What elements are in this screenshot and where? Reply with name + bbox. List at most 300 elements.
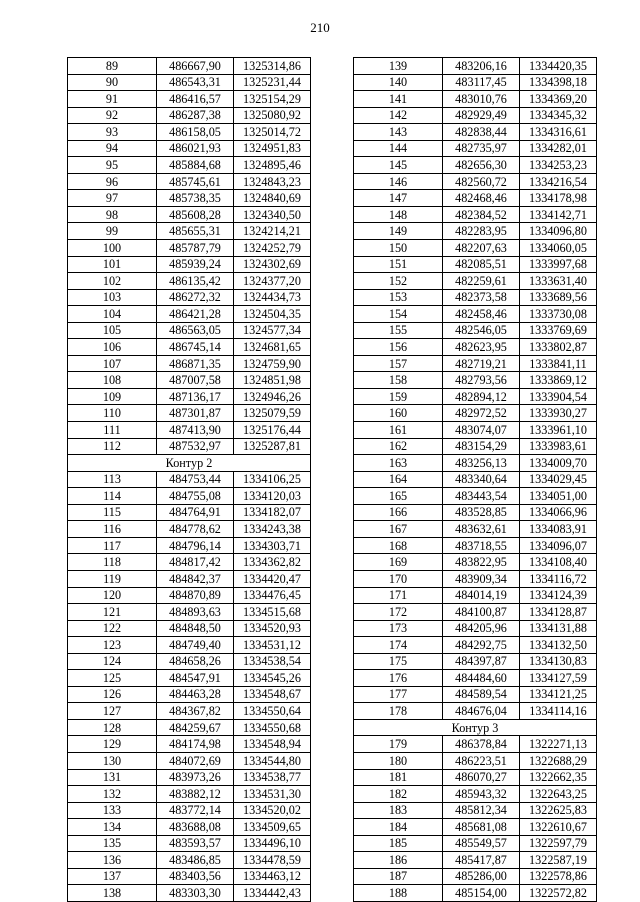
x-coordinate-cell: 482719,21 xyxy=(443,355,520,372)
point-number-cell: 156 xyxy=(354,339,443,356)
y-coordinate-cell: 1322597,79 xyxy=(520,835,597,852)
table-row xyxy=(68,107,311,124)
table-row xyxy=(68,819,311,836)
table-row xyxy=(68,670,311,687)
x-coordinate-cell: 484072,69 xyxy=(157,752,234,769)
table-row xyxy=(68,74,311,91)
y-coordinate-cell: 1322688,29 xyxy=(520,752,597,769)
y-coordinate-cell: 1324840,69 xyxy=(234,190,311,207)
point-number-cell: 95 xyxy=(68,157,157,174)
x-coordinate-cell: 484292,75 xyxy=(443,637,520,654)
page-number: 210 xyxy=(310,20,330,35)
point-number-cell: 181 xyxy=(354,769,443,786)
y-coordinate-cell: 1322572,82 xyxy=(520,885,597,902)
x-coordinate-cell: 483909,34 xyxy=(443,570,520,587)
point-number-cell: 184 xyxy=(354,819,443,836)
table-row xyxy=(68,587,311,604)
y-coordinate-cell: 1324302,69 xyxy=(234,256,311,273)
x-coordinate-cell: 484484,60 xyxy=(443,670,520,687)
x-coordinate-cell: 484658,26 xyxy=(157,653,234,670)
y-coordinate-cell: 1334538,54 xyxy=(234,653,311,670)
x-coordinate-cell: 482972,52 xyxy=(443,405,520,422)
table-row xyxy=(68,488,311,505)
point-number-cell: 108 xyxy=(68,372,157,389)
table-row xyxy=(354,752,597,769)
point-number-cell: 91 xyxy=(68,91,157,108)
point-number-cell: 125 xyxy=(68,670,157,687)
y-coordinate-cell: 1333802,87 xyxy=(520,339,597,356)
x-coordinate-cell: 483117,45 xyxy=(443,74,520,91)
contour-header-row xyxy=(354,719,597,736)
table-row xyxy=(68,422,311,439)
x-coordinate-cell: 484463,28 xyxy=(157,686,234,703)
y-coordinate-cell: 1334114,16 xyxy=(520,703,597,720)
x-coordinate-cell: 483303,30 xyxy=(157,885,234,902)
x-coordinate-cell: 484749,40 xyxy=(157,637,234,654)
x-coordinate-cell: 483074,07 xyxy=(443,422,520,439)
y-coordinate-cell: 1334496,10 xyxy=(234,835,311,852)
x-coordinate-cell: 483593,57 xyxy=(157,835,234,852)
point-number-cell: 171 xyxy=(354,587,443,604)
point-number-cell: 116 xyxy=(68,521,157,538)
table-row xyxy=(354,686,597,703)
table-row xyxy=(354,438,597,455)
y-coordinate-cell: 1334548,67 xyxy=(234,686,311,703)
x-coordinate-cell: 484817,42 xyxy=(157,554,234,571)
y-coordinate-cell: 1334132,50 xyxy=(520,637,597,654)
table-row xyxy=(68,157,311,174)
table-row xyxy=(68,306,311,323)
point-number-cell: 179 xyxy=(354,736,443,753)
y-coordinate-cell: 1333904,54 xyxy=(520,388,597,405)
point-number-cell: 122 xyxy=(68,620,157,637)
point-number-cell: 97 xyxy=(68,190,157,207)
y-coordinate-cell: 1333983,61 xyxy=(520,438,597,455)
point-number-cell: 118 xyxy=(68,554,157,571)
point-number-cell: 183 xyxy=(354,802,443,819)
x-coordinate-cell: 483528,85 xyxy=(443,504,520,521)
table-row xyxy=(354,322,597,339)
table-row xyxy=(68,173,311,190)
table-row xyxy=(68,140,311,157)
point-number-cell: 160 xyxy=(354,405,443,422)
y-coordinate-cell: 1322578,86 xyxy=(520,868,597,885)
point-number-cell: 182 xyxy=(354,786,443,803)
y-coordinate-cell: 1334120,03 xyxy=(234,488,311,505)
table-row xyxy=(68,637,311,654)
point-number-cell: 148 xyxy=(354,206,443,223)
y-coordinate-cell: 1334362,82 xyxy=(234,554,311,571)
point-number-cell: 157 xyxy=(354,355,443,372)
x-coordinate-cell: 484014,19 xyxy=(443,587,520,604)
table-row xyxy=(68,322,311,339)
y-coordinate-cell: 1333961,10 xyxy=(520,422,597,439)
point-number-cell: 138 xyxy=(68,885,157,902)
table-row xyxy=(68,752,311,769)
table-row xyxy=(68,802,311,819)
point-number-cell: 90 xyxy=(68,74,157,91)
point-number-cell: 127 xyxy=(68,703,157,720)
x-coordinate-cell: 482656,30 xyxy=(443,157,520,174)
point-number-cell: 180 xyxy=(354,752,443,769)
y-coordinate-cell: 1322625,83 xyxy=(520,802,597,819)
point-number-cell: 159 xyxy=(354,388,443,405)
y-coordinate-cell: 1325314,86 xyxy=(234,58,311,75)
contour-label: Контур 2 xyxy=(68,455,311,472)
x-coordinate-cell: 487136,17 xyxy=(157,388,234,405)
point-number-cell: 137 xyxy=(68,868,157,885)
x-coordinate-cell: 484100,87 xyxy=(443,604,520,621)
point-number-cell: 92 xyxy=(68,107,157,124)
y-coordinate-cell: 1334476,45 xyxy=(234,587,311,604)
y-coordinate-cell: 1324951,83 xyxy=(234,140,311,157)
point-number-cell: 112 xyxy=(68,438,157,455)
point-number-cell: 169 xyxy=(354,554,443,571)
x-coordinate-cell: 487301,87 xyxy=(157,405,234,422)
y-coordinate-cell: 1325287,81 xyxy=(234,438,311,455)
x-coordinate-cell: 483882,12 xyxy=(157,786,234,803)
y-coordinate-cell: 1334544,80 xyxy=(234,752,311,769)
x-coordinate-cell: 483718,55 xyxy=(443,537,520,554)
point-number-cell: 113 xyxy=(68,471,157,488)
point-number-cell: 93 xyxy=(68,124,157,141)
x-coordinate-cell: 484893,63 xyxy=(157,604,234,621)
point-number-cell: 173 xyxy=(354,620,443,637)
y-coordinate-cell: 1334538,77 xyxy=(234,769,311,786)
table-row xyxy=(354,471,597,488)
point-number-cell: 130 xyxy=(68,752,157,769)
point-number-cell: 145 xyxy=(354,157,443,174)
x-coordinate-cell: 482560,72 xyxy=(443,173,520,190)
point-number-cell: 147 xyxy=(354,190,443,207)
x-coordinate-cell: 483772,14 xyxy=(157,802,234,819)
x-coordinate-cell: 484870,89 xyxy=(157,587,234,604)
x-coordinate-cell: 483632,61 xyxy=(443,521,520,538)
x-coordinate-cell: 485939,24 xyxy=(157,256,234,273)
point-number-cell: 175 xyxy=(354,653,443,670)
table-row xyxy=(354,537,597,554)
table-row xyxy=(354,289,597,306)
table-row xyxy=(68,372,311,389)
table-row xyxy=(68,58,311,75)
x-coordinate-cell: 485943,32 xyxy=(443,786,520,803)
x-coordinate-cell: 486223,51 xyxy=(443,752,520,769)
table-row xyxy=(354,885,597,902)
point-number-cell: 144 xyxy=(354,140,443,157)
y-coordinate-cell: 1333930,27 xyxy=(520,405,597,422)
table-row xyxy=(68,124,311,141)
table-row xyxy=(354,802,597,819)
y-coordinate-cell: 1334051,00 xyxy=(520,488,597,505)
y-coordinate-cell: 1334127,59 xyxy=(520,670,597,687)
point-number-cell: 136 xyxy=(68,852,157,869)
y-coordinate-cell: 1322587,19 xyxy=(520,852,597,869)
x-coordinate-cell: 484848,50 xyxy=(157,620,234,637)
point-number-cell: 158 xyxy=(354,372,443,389)
x-coordinate-cell: 484589,54 xyxy=(443,686,520,703)
point-number-cell: 115 xyxy=(68,504,157,521)
x-coordinate-cell: 486287,38 xyxy=(157,107,234,124)
table-row xyxy=(354,637,597,654)
table-row xyxy=(68,620,311,637)
y-coordinate-cell: 1334420,35 xyxy=(520,58,597,75)
y-coordinate-cell: 1334520,93 xyxy=(234,620,311,637)
point-number-cell: 111 xyxy=(68,422,157,439)
x-coordinate-cell: 484397,87 xyxy=(443,653,520,670)
point-number-cell: 103 xyxy=(68,289,157,306)
y-coordinate-cell: 1322610,67 xyxy=(520,819,597,836)
y-coordinate-cell: 1334478,59 xyxy=(234,852,311,869)
table-row xyxy=(68,339,311,356)
y-coordinate-cell: 1334548,94 xyxy=(234,736,311,753)
x-coordinate-cell: 483443,54 xyxy=(443,488,520,505)
point-number-cell: 106 xyxy=(68,339,157,356)
table-row xyxy=(354,74,597,91)
table-row xyxy=(68,604,311,621)
x-coordinate-cell: 482458,46 xyxy=(443,306,520,323)
point-number-cell: 143 xyxy=(354,124,443,141)
table-row xyxy=(354,240,597,257)
x-coordinate-cell: 486871,35 xyxy=(157,355,234,372)
x-coordinate-cell: 484753,44 xyxy=(157,471,234,488)
table-row xyxy=(68,438,311,455)
table-row xyxy=(68,570,311,587)
point-number-cell: 102 xyxy=(68,273,157,290)
point-number-cell: 126 xyxy=(68,686,157,703)
coordinates-table-left xyxy=(67,57,311,902)
x-coordinate-cell: 486421,28 xyxy=(157,306,234,323)
point-number-cell: 119 xyxy=(68,570,157,587)
point-number-cell: 114 xyxy=(68,488,157,505)
x-coordinate-cell: 484259,67 xyxy=(157,719,234,736)
y-coordinate-cell: 1325154,29 xyxy=(234,91,311,108)
y-coordinate-cell: 1324895,46 xyxy=(234,157,311,174)
x-coordinate-cell: 486021,93 xyxy=(157,140,234,157)
table-row xyxy=(354,124,597,141)
point-number-cell: 155 xyxy=(354,322,443,339)
point-number-cell: 132 xyxy=(68,786,157,803)
table-row xyxy=(354,521,597,538)
table-row xyxy=(354,107,597,124)
x-coordinate-cell: 486272,32 xyxy=(157,289,234,306)
table-row xyxy=(354,604,597,621)
y-coordinate-cell: 1324946,26 xyxy=(234,388,311,405)
table-row xyxy=(354,868,597,885)
point-number-cell: 101 xyxy=(68,256,157,273)
y-coordinate-cell: 1324377,20 xyxy=(234,273,311,290)
x-coordinate-cell: 482929,49 xyxy=(443,107,520,124)
x-coordinate-cell: 485787,79 xyxy=(157,240,234,257)
y-coordinate-cell: 1334520,02 xyxy=(234,802,311,819)
y-coordinate-cell: 1324759,90 xyxy=(234,355,311,372)
table-row xyxy=(68,190,311,207)
table-row xyxy=(68,223,311,240)
x-coordinate-cell: 486416,57 xyxy=(157,91,234,108)
y-coordinate-cell: 1334178,98 xyxy=(520,190,597,207)
point-number-cell: 135 xyxy=(68,835,157,852)
table-row xyxy=(354,173,597,190)
point-number-cell: 186 xyxy=(354,852,443,869)
table-row xyxy=(354,58,597,75)
y-coordinate-cell: 1334550,68 xyxy=(234,719,311,736)
table-row xyxy=(354,306,597,323)
table-row xyxy=(68,388,311,405)
y-coordinate-cell: 1324504,35 xyxy=(234,306,311,323)
point-number-cell: 174 xyxy=(354,637,443,654)
y-coordinate-cell: 1325231,44 xyxy=(234,74,311,91)
y-coordinate-cell: 1334130,83 xyxy=(520,653,597,670)
point-number-cell: 128 xyxy=(68,719,157,736)
table-row xyxy=(354,852,597,869)
y-coordinate-cell: 1334420,47 xyxy=(234,570,311,587)
point-number-cell: 166 xyxy=(354,504,443,521)
table-row xyxy=(68,868,311,885)
point-number-cell: 134 xyxy=(68,819,157,836)
x-coordinate-cell: 484676,04 xyxy=(443,703,520,720)
table-row xyxy=(68,240,311,257)
table-row xyxy=(68,521,311,538)
point-number-cell: 96 xyxy=(68,173,157,190)
point-number-cell: 162 xyxy=(354,438,443,455)
y-coordinate-cell: 1333689,56 xyxy=(520,289,597,306)
table-row xyxy=(68,703,311,720)
y-coordinate-cell: 1334096,80 xyxy=(520,223,597,240)
x-coordinate-cell: 484842,37 xyxy=(157,570,234,587)
table-row xyxy=(354,223,597,240)
table-row xyxy=(354,388,597,405)
x-coordinate-cell: 482793,56 xyxy=(443,372,520,389)
y-coordinate-cell: 1322643,25 xyxy=(520,786,597,803)
x-coordinate-cell: 483340,64 xyxy=(443,471,520,488)
x-coordinate-cell: 486135,42 xyxy=(157,273,234,290)
x-coordinate-cell: 486543,31 xyxy=(157,74,234,91)
point-number-cell: 153 xyxy=(354,289,443,306)
table-row xyxy=(354,653,597,670)
y-coordinate-cell: 1322662,35 xyxy=(520,769,597,786)
y-coordinate-cell: 1334316,61 xyxy=(520,124,597,141)
x-coordinate-cell: 482384,52 xyxy=(443,206,520,223)
y-coordinate-cell: 1334009,70 xyxy=(520,455,597,472)
x-coordinate-cell: 484174,98 xyxy=(157,736,234,753)
point-number-cell: 167 xyxy=(354,521,443,538)
y-coordinate-cell: 1334303,71 xyxy=(234,537,311,554)
y-coordinate-cell: 1334142,71 xyxy=(520,206,597,223)
y-coordinate-cell: 1333841,11 xyxy=(520,355,597,372)
x-coordinate-cell: 483206,16 xyxy=(443,58,520,75)
x-coordinate-cell: 486070,27 xyxy=(443,769,520,786)
y-coordinate-cell: 1334550,64 xyxy=(234,703,311,720)
x-coordinate-cell: 484778,62 xyxy=(157,521,234,538)
table-row xyxy=(68,686,311,703)
coordinates-table-right xyxy=(353,57,597,902)
table-row xyxy=(68,471,311,488)
y-coordinate-cell: 1334121,25 xyxy=(520,686,597,703)
coordinates-table-right-body xyxy=(354,58,597,902)
x-coordinate-cell: 487007,58 xyxy=(157,372,234,389)
table-row xyxy=(68,852,311,869)
table-row xyxy=(354,273,597,290)
point-number-cell: 141 xyxy=(354,91,443,108)
table-row xyxy=(354,769,597,786)
x-coordinate-cell: 485745,61 xyxy=(157,173,234,190)
x-coordinate-cell: 482546,05 xyxy=(443,322,520,339)
x-coordinate-cell: 482207,63 xyxy=(443,240,520,257)
y-coordinate-cell: 1334124,39 xyxy=(520,587,597,604)
point-number-cell: 164 xyxy=(354,471,443,488)
x-coordinate-cell: 484796,14 xyxy=(157,537,234,554)
point-number-cell: 177 xyxy=(354,686,443,703)
table-row xyxy=(354,587,597,604)
table-row xyxy=(354,703,597,720)
y-coordinate-cell: 1334106,25 xyxy=(234,471,311,488)
y-coordinate-cell: 1324214,21 xyxy=(234,223,311,240)
x-coordinate-cell: 486745,14 xyxy=(157,339,234,356)
x-coordinate-cell: 484755,08 xyxy=(157,488,234,505)
y-coordinate-cell: 1334066,96 xyxy=(520,504,597,521)
contour-header-row xyxy=(68,455,311,472)
coordinates-table-left-body xyxy=(68,58,311,902)
x-coordinate-cell: 482838,44 xyxy=(443,124,520,141)
x-coordinate-cell: 482894,12 xyxy=(443,388,520,405)
table-row xyxy=(68,769,311,786)
y-coordinate-cell: 1322271,13 xyxy=(520,736,597,753)
x-coordinate-cell: 486158,05 xyxy=(157,124,234,141)
point-number-cell: 133 xyxy=(68,802,157,819)
point-number-cell: 99 xyxy=(68,223,157,240)
x-coordinate-cell: 483256,13 xyxy=(443,455,520,472)
x-coordinate-cell: 485655,31 xyxy=(157,223,234,240)
y-coordinate-cell: 1325079,59 xyxy=(234,405,311,422)
y-coordinate-cell: 1333769,69 xyxy=(520,322,597,339)
y-coordinate-cell: 1334116,72 xyxy=(520,570,597,587)
x-coordinate-cell: 485681,08 xyxy=(443,819,520,836)
table-row xyxy=(354,256,597,273)
point-number-cell: 121 xyxy=(68,604,157,621)
table-row xyxy=(354,422,597,439)
x-coordinate-cell: 485738,35 xyxy=(157,190,234,207)
table-row xyxy=(354,372,597,389)
x-coordinate-cell: 483822,95 xyxy=(443,554,520,571)
table-row xyxy=(68,554,311,571)
table-row xyxy=(68,91,311,108)
table-row xyxy=(68,885,311,902)
point-number-cell: 124 xyxy=(68,653,157,670)
x-coordinate-cell: 484205,96 xyxy=(443,620,520,637)
y-coordinate-cell: 1324434,73 xyxy=(234,289,311,306)
table-row xyxy=(68,206,311,223)
x-coordinate-cell: 483010,76 xyxy=(443,91,520,108)
x-coordinate-cell: 484764,91 xyxy=(157,504,234,521)
y-coordinate-cell: 1334509,65 xyxy=(234,819,311,836)
point-number-cell: 100 xyxy=(68,240,157,257)
x-coordinate-cell: 483486,85 xyxy=(157,852,234,869)
table-row xyxy=(68,405,311,422)
point-number-cell: 152 xyxy=(354,273,443,290)
table-row xyxy=(354,504,597,521)
y-coordinate-cell: 1334216,54 xyxy=(520,173,597,190)
y-coordinate-cell: 1334096,07 xyxy=(520,537,597,554)
y-coordinate-cell: 1334029,45 xyxy=(520,471,597,488)
point-number-cell: 142 xyxy=(354,107,443,124)
point-number-cell: 163 xyxy=(354,455,443,472)
x-coordinate-cell: 482373,58 xyxy=(443,289,520,306)
y-coordinate-cell: 1334442,43 xyxy=(234,885,311,902)
table-row xyxy=(68,653,311,670)
table-row xyxy=(68,736,311,753)
table-row xyxy=(354,157,597,174)
table-row xyxy=(354,405,597,422)
table-row xyxy=(68,289,311,306)
